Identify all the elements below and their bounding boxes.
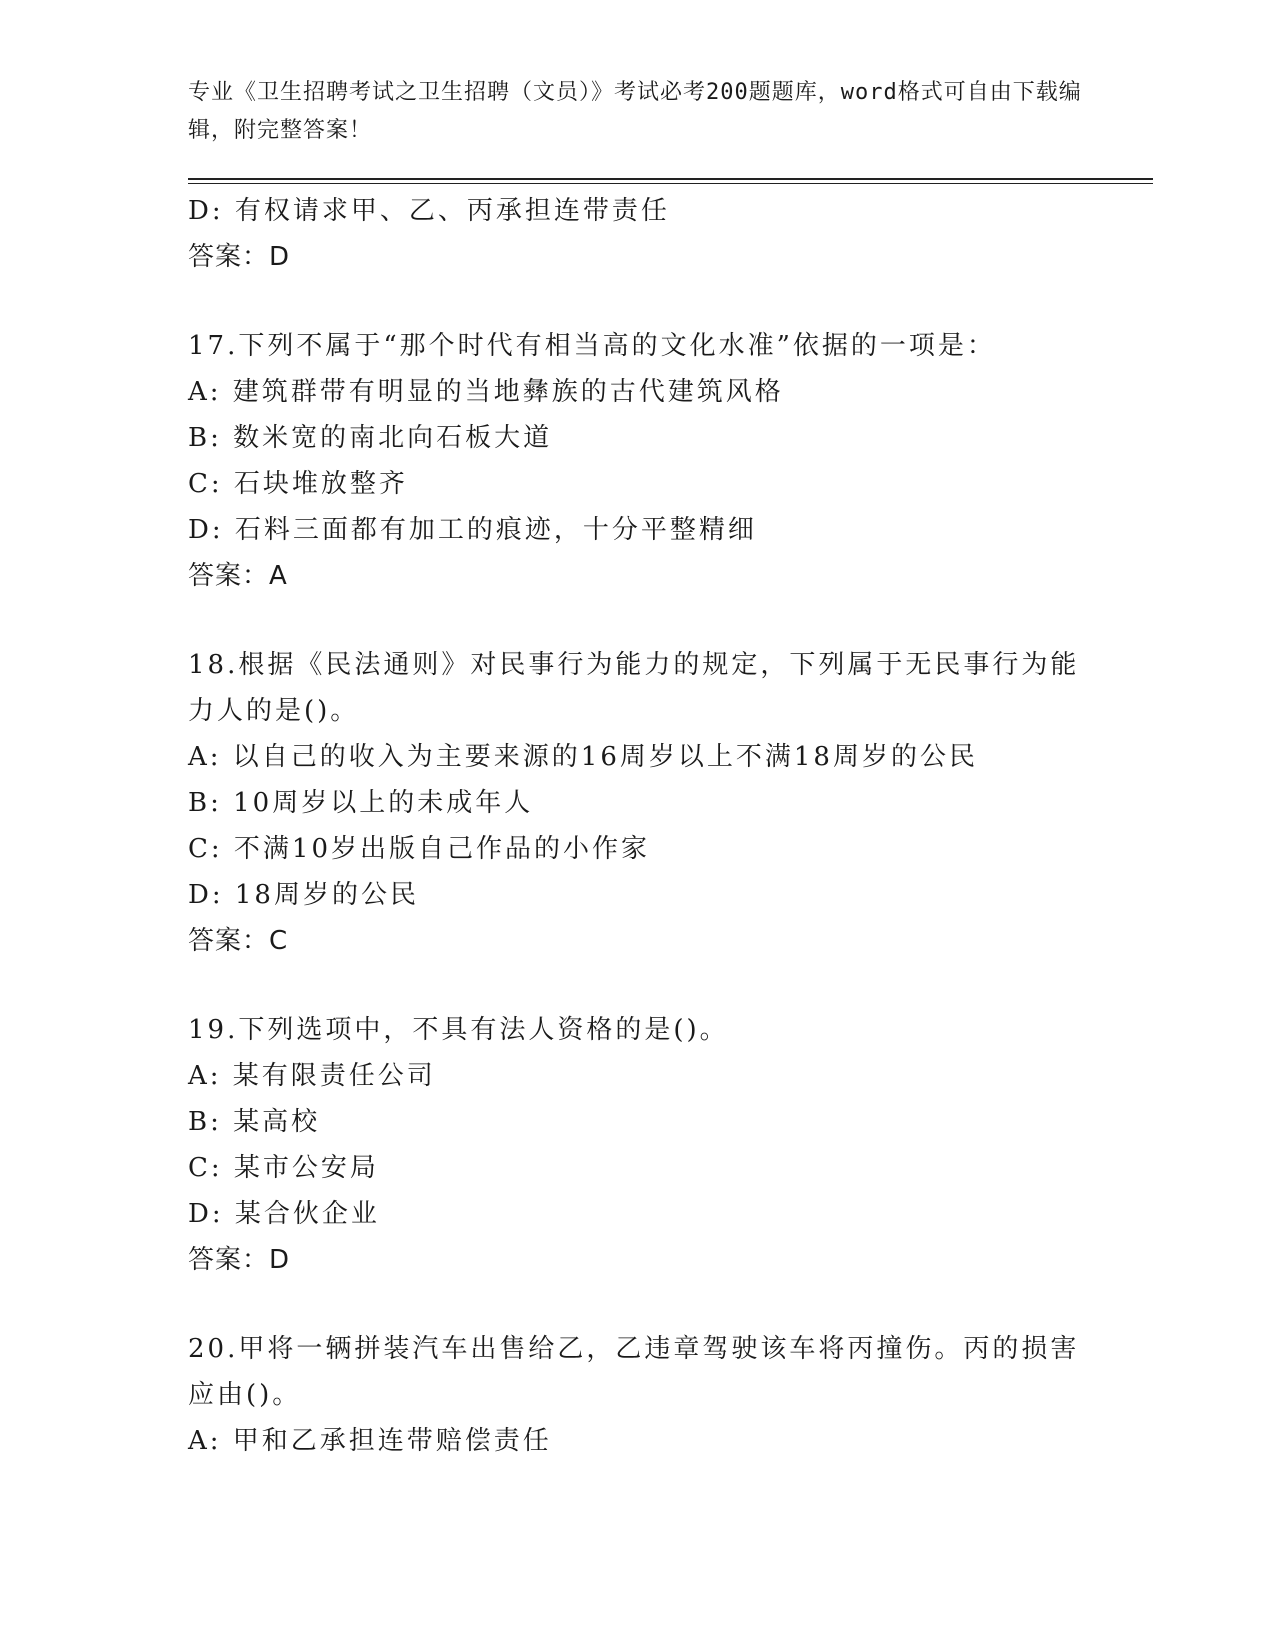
option-c: C: 石块堆放整齐 xyxy=(188,469,408,499)
option-c: C: 某市公安局 xyxy=(188,1153,379,1183)
option-d: D: 某合伙企业 xyxy=(188,1199,380,1229)
question-title: 17.下列不属于“那个时代有相当高的文化水准”依据的一项是： xyxy=(188,331,996,361)
question-title: 19.下列选项中，不具有法人资格的是()。 xyxy=(188,1015,729,1045)
header-rule xyxy=(188,178,1153,180)
prev-option-d: D: 有权请求甲、乙、丙承担连带责任 xyxy=(188,196,670,226)
option-a: A: 某有限责任公司 xyxy=(188,1061,436,1091)
option-b: B: 数米宽的南北向石板大道 xyxy=(188,423,553,453)
option-a: A: 以自己的收入为主要来源的16周岁以上不满18周岁的公民 xyxy=(188,742,978,772)
answer: 答案：D xyxy=(188,1245,291,1275)
question-17 xyxy=(188,323,1088,599)
question-content xyxy=(188,188,1088,1464)
option-d: D: 石料三面都有加工的痕迹，十分平整精细 xyxy=(188,515,757,545)
question-19 xyxy=(188,1007,1088,1283)
question-18 xyxy=(188,642,1088,964)
prev-answer: 答案：D xyxy=(188,242,291,272)
question-title: 20.甲将一辆拼装汽车出售给乙，乙违章驾驶该车将丙撞伤。丙的损害应由()。 xyxy=(188,1334,1080,1410)
option-b: B: 某高校 xyxy=(188,1107,321,1137)
option-d: D: 18周岁的公民 xyxy=(188,880,419,910)
option-a: A: 建筑群带有明显的当地彝族的古代建筑风格 xyxy=(188,377,784,407)
question-20 xyxy=(188,1326,1088,1464)
option-c: C: 不满10岁出版自己作品的小作家 xyxy=(188,834,651,864)
option-b: B: 10周岁以上的未成年人 xyxy=(188,788,534,818)
question-title: 18.根据《民法通则》对民事行为能力的规定，下列属于无民事行为能力人的是()。 xyxy=(188,650,1080,726)
page-header: 专业《卫生招聘考试之卫生招聘（文员）》考试必考200题题库，word格式可自由下载编辑，附完整答案！ xyxy=(188,80,1082,143)
answer: 答案：C xyxy=(188,926,289,956)
answer: 答案：A xyxy=(188,561,288,591)
option-a: A: 甲和乙承担连带赔偿责任 xyxy=(188,1426,552,1456)
header-rule-thin xyxy=(188,183,1153,184)
